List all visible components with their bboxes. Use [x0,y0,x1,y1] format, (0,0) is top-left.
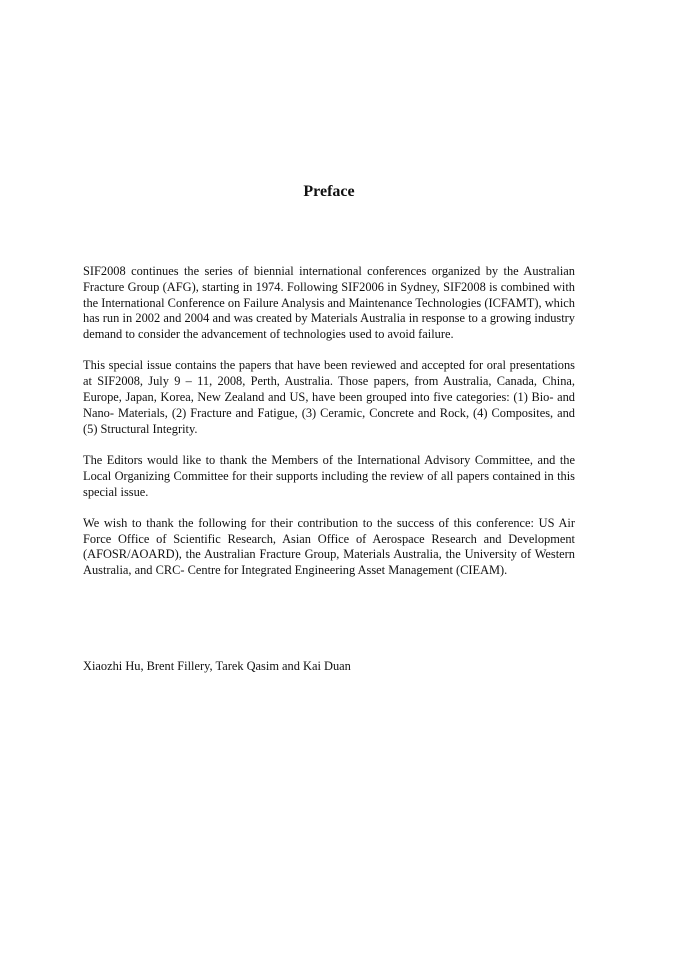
paragraph-editors-thanks: The Editors would like to thank the Members of the International Advisory Committee, and the Local Organizing Committee for their supports including the review of all papers contained in this special issue. [83,452,575,499]
preface-body [83,264,575,595]
page-title: Preface [303,183,355,200]
paragraph-special-issue: This special issue contains the papers that have been reviewed and accepted for oral presentations at SIF2008, July 9 – 11, 2008, Perth, Australia. Those papers, from Australia, Canada, China, Europe, Japan, Korea, New Zealand and US, have been grouped into five categories: (1) Bio- and Nano- Materials, (2) Fracture and Fatigue, (3) Ceramic, Concrete and Rock, (4) Composites, and (5) Structural Integrity. [83,358,575,436]
paragraph-acknowledgements: We wish to thank the following for their contribution to the success of this conference: US Air Force Office of Scientific Research, Asian Office of Aerospace Research and Development (AFOSR/AOARD), the Australian Fracture Group, Materials Australia, the University of Western Australia, and CRC- Centre for Integrated Engineering Asset Management (CIEAM). [83,515,575,578]
author-list: Xiaozhi Hu, Brent Fillery, Tarek Qasim and Kai Duan [83,659,351,673]
paragraph-introduction: SIF2008 continues the series of biennial international conferences organized by the Australian Fracture Group (AFG), starting in 1974. Following SIF2006 in Sydney, SIF2008 is combined with the International Conference on Failure Analysis and Maintenance Technologies (ICFAMT), which has run in 2002 and 2004 and was created by Materials Australia in response to a growing industry demand to consider the advancement of technologies used to avoid failure. [83,264,575,342]
